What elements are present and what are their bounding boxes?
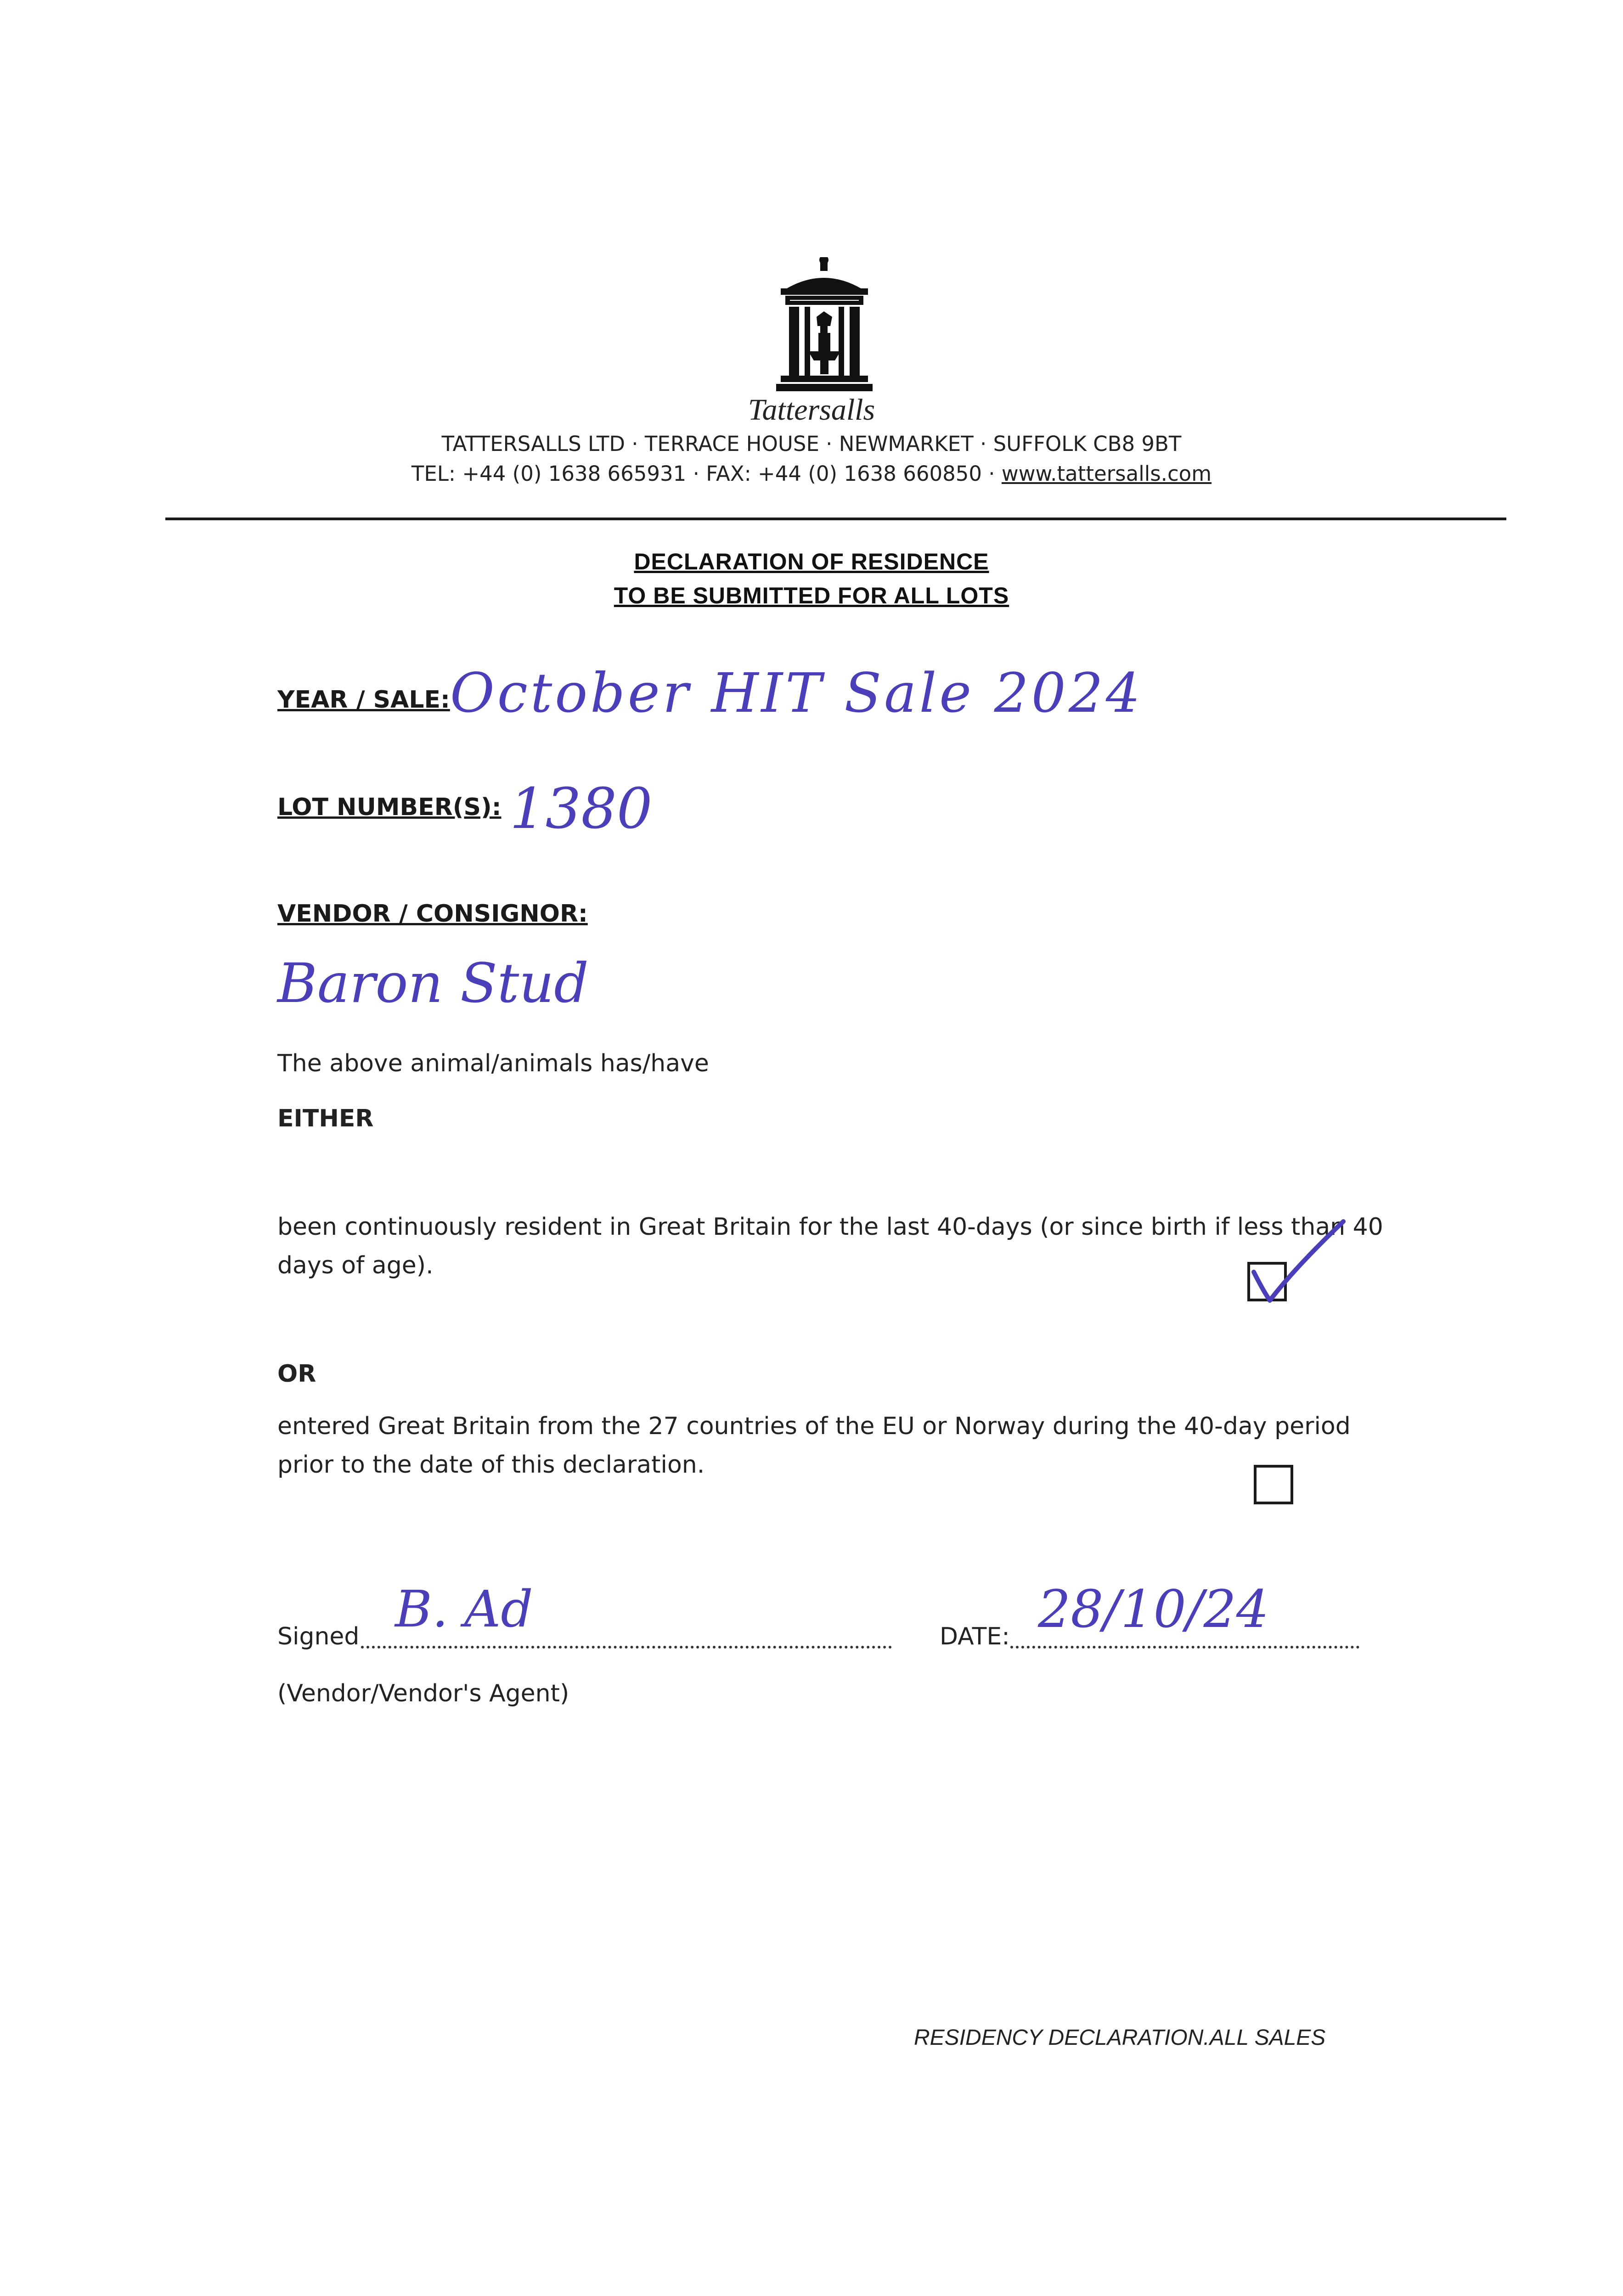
tattersalls-logo (776, 257, 873, 400)
brand-name: Tattersalls (748, 393, 875, 427)
signature-value[interactable]: B. Ad (395, 1580, 533, 1638)
option2-line2: prior to the date of this declaration. (277, 1451, 705, 1479)
either-label: EITHER (277, 1105, 374, 1132)
signed-label: Signed (277, 1623, 360, 1650)
form-subtitle: TO BE SUBMITTED FOR ALL LOTS (614, 583, 1009, 608)
footer-reference: RESIDENCY DECLARATION.ALL SALES (914, 2026, 1326, 2050)
vendor-label: VENDOR / CONSIGNOR: (277, 900, 588, 928)
date-label: DATE: (940, 1623, 1010, 1650)
option1-line1: been continuously resident in Great Britain for the last 40-days (or since birth if less than 40 (277, 1213, 1383, 1241)
lot-number-label: LOT NUMBER(S): (277, 793, 502, 821)
contact-numbers: TEL: +44 (0) 1638 665931 · FAX: +44 (0) 1638 660850 · (411, 461, 1002, 486)
year-sale-label: YEAR / SALE: (277, 686, 450, 714)
checkmark-icon (1240, 1203, 1359, 1313)
header-divider (165, 518, 1506, 520)
option2-line1: entered Great Britain from the 27 countries of the EU or Norway during the 40-day period (277, 1412, 1351, 1440)
date-value[interactable]: 28/10/24 (1038, 1580, 1269, 1639)
signer-role: (Vendor/Vendor's Agent) (277, 1680, 569, 1707)
company-contact (0, 461, 1623, 486)
signature-line (361, 1646, 892, 1649)
option2-checkbox[interactable] (1254, 1465, 1293, 1504)
option1-line2: days of age). (277, 1252, 434, 1279)
form-title: DECLARATION OF RESIDENCE (634, 549, 989, 574)
statement-intro: The above animal/animals has/have (277, 1050, 709, 1077)
company-address: TATTERSALLS LTD · TERRACE HOUSE · NEWMARKET · SUFFOLK CB8 9BT (441, 432, 1182, 456)
or-label: OR (277, 1360, 316, 1388)
website-link[interactable]: www.tattersalls.com (1001, 461, 1212, 486)
vendor-value[interactable]: Baron Stud (277, 951, 589, 1015)
date-line (1010, 1646, 1359, 1649)
year-sale-value[interactable]: October HIT Sale 2024 (450, 661, 1143, 725)
lot-number-value[interactable]: 1380 (510, 776, 653, 841)
